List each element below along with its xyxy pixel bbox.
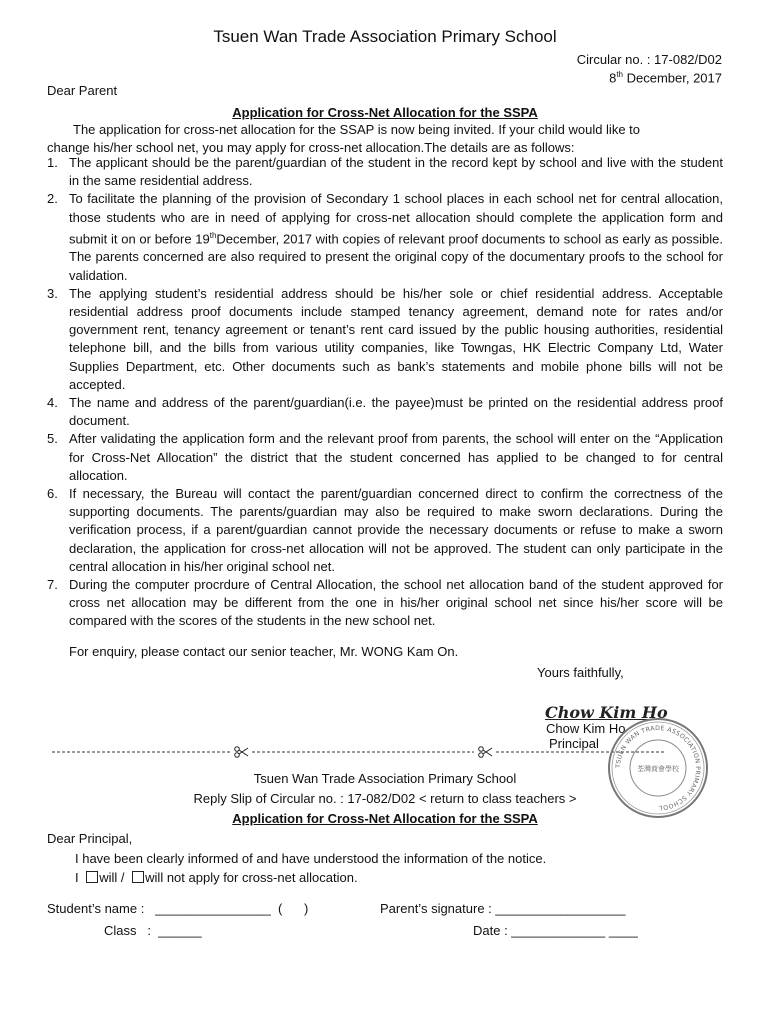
cut-line xyxy=(52,745,666,759)
will-checkbox[interactable] xyxy=(86,871,98,883)
list-item: 4. The name and address of the parent/guardian(i.e. the payee)must be printed on the residential address proof document. xyxy=(47,394,723,429)
details-list xyxy=(47,154,723,631)
list-item: 1. The applicant should be the parent/guardian of the student in the record kept by school and live with the student in the same residential address. xyxy=(47,155,723,189)
seal-ring-text: TSUEN WAN TRADE ASSOCIATION PRIMARY SCHOOL xyxy=(614,724,702,812)
list-item: 6. If necessary, the Bureau will contact the parent/guardian concerned direct to confirm the correctness of the supporting documents. The parents/guardian may also be required to make sworn declarations. During the verification process, if a parent/guardian cannot provide the necessary documents or refuse to make a sworn declaration, the application for cross-net allocation will not be approved. The student can only participate in the central allocation in his/her original school net. xyxy=(47,485,723,574)
intro-line-1: The application for cross-net allocation for the SSAP is now being invited. If your child would like to xyxy=(73,122,641,137)
enquiry-text: For enquiry, please contact our senior teacher, Mr. WONG Kam On. xyxy=(69,644,459,659)
scissors-icon xyxy=(479,747,492,758)
reply-greeting: Dear Principal, xyxy=(47,831,133,846)
handwritten-signature: Chow Kim Ho xyxy=(545,703,668,722)
principal-name: Chow Kim Ho xyxy=(546,721,626,736)
seal-center-text: 荃灣商會學校 xyxy=(637,765,679,773)
intro-line-2: change his/her school net, you may apply for cross-net allocation.The details are as follows: xyxy=(47,140,575,155)
notice-heading: Application for Cross-Net Allocation for the SSPA xyxy=(232,105,538,120)
principal-title: Principal xyxy=(549,736,599,751)
closing-text: Yours faithfully, xyxy=(537,665,624,680)
list-item: 3. The applying student’s residential address should be his/her sole or chief residential address. Acceptable residential address proof documents include stamped tenancy agreement, demand note for rates and/or government rent, tenancy agreement or tenant’s rent card issued by the public housing authorities, residential telephone bill, and the bills from various utility companies, like Towngas, HK Electric Company Ltd, Water Supplies Department, etc. Other documents such as bank’s statements and mobile phone bills will not be accepted. xyxy=(47,285,723,392)
greeting: Dear Parent xyxy=(47,83,118,98)
will-not-checkbox[interactable] xyxy=(132,871,144,883)
list-item: 7. During the computer procrdure of Central Allocation, the school net allocation band of the student approved for cross net allocation may be different from the one in his/her original school net since his/her score will be compared with the scores of the students in the new school net. xyxy=(47,577,723,629)
reply-informed-text: I have been clearly informed of and have understood the information of the notice. xyxy=(75,851,547,866)
list-item: 5. After validating the application form and the relevant proof from parents, the school will enter on the “Application for Cross-Net Allocation” the district that the student concerned has applied to be changed to for central allocation. xyxy=(47,431,723,483)
parent-signature-field[interactable]: Parent’s signature : __________________ xyxy=(380,901,626,916)
class-field[interactable]: Class : ______ xyxy=(104,923,202,938)
reply-heading: Application for Cross-Net Allocation for the SSPA xyxy=(232,811,538,826)
school-title: Tsuen Wan Trade Association Primary School xyxy=(213,27,557,46)
scissors-icon xyxy=(235,747,248,758)
student-name-field[interactable]: Student’s name : ________________ ( ) xyxy=(47,901,309,916)
reply-choice-line: I will / will not apply for cross-net allocation. xyxy=(75,870,358,885)
list-item: 2. To facilitate the planning of the provision of Secondary 1 school places in each school net for central allocation, those students who are in need of applying for cross-net allocation should complete the application form and submit it on or before 19thDecember, 2017 with copies of relevant proof documents to school as early as possible. The parents concerned are also required to present the original copy of the documentary proofs to the school for validation. xyxy=(47,191,723,283)
reply-subtitle: Reply Slip of Circular no. : 17-082/D02 < return to class teachers > xyxy=(193,791,577,806)
reply-school-name: Tsuen Wan Trade Association Primary School xyxy=(253,771,517,786)
circular-date: 8th December, 2017 xyxy=(609,70,722,86)
date-field[interactable]: Date : _____________ ____ xyxy=(473,923,638,938)
circular-number: Circular no. : 17-082/D02 xyxy=(576,52,722,67)
